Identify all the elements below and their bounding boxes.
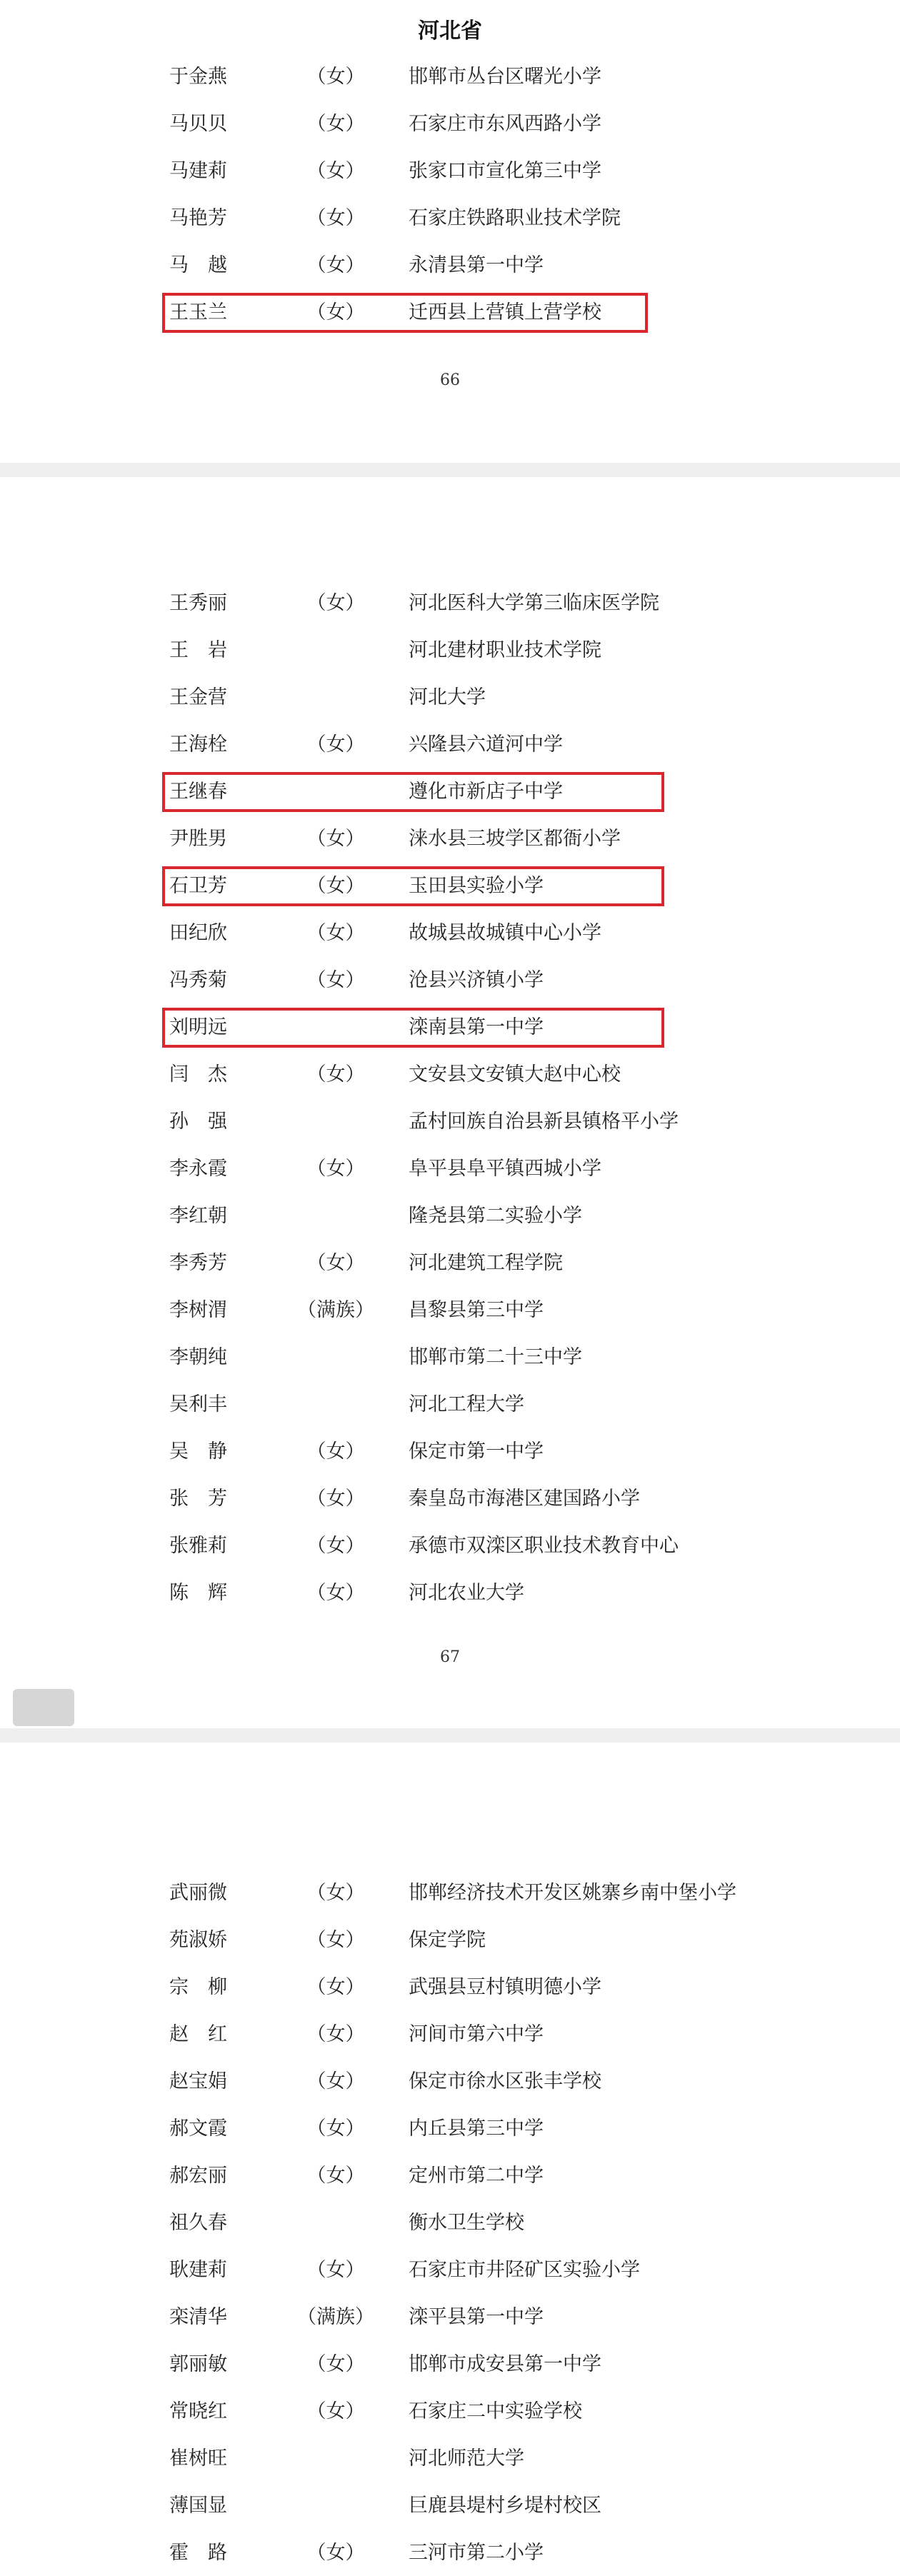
- list-item: [0, 2483, 900, 2529]
- list-item: [0, 1099, 900, 1145]
- ethnicity-note: （女）: [306, 1440, 365, 1463]
- organization: 邯郸经济技术开发区姚寨乡南中堡小学: [409, 1882, 736, 1904]
- page-number: 67: [440, 1648, 460, 1666]
- ethnicity-note: （女）: [306, 2353, 365, 2375]
- list-item: [0, 2530, 900, 2576]
- list-item: [0, 1052, 900, 1098]
- list-item: [0, 769, 900, 815]
- organization: 河北农业大学: [409, 1582, 524, 1604]
- ethnicity-note: （女）: [306, 1063, 365, 1086]
- organization: 河间市第六中学: [409, 2023, 544, 2045]
- ethnicity-note: （女）: [306, 733, 365, 756]
- list-item: [0, 1193, 900, 1239]
- ethnicity-note: （满族）: [297, 2306, 374, 2328]
- person-name: 尹胜男: [169, 828, 227, 850]
- list-item: [0, 1965, 900, 2010]
- ethnicity-note: （女）: [306, 2118, 365, 2140]
- document-page-3: [0, 1743, 900, 2565]
- ethnicity-note: （女）: [306, 1535, 365, 1557]
- ethnicity-note: （女）: [306, 875, 365, 897]
- list-item: [0, 2012, 900, 2058]
- ethnicity-note: （女）: [306, 1929, 365, 1951]
- organization: 保定市徐水区张丰学校: [409, 2070, 601, 2093]
- organization: 承德市双滦区职业技术教育中心: [409, 1535, 679, 1557]
- organization: 隆尧县第二实验小学: [409, 1205, 582, 1227]
- person-name: 刘明远: [169, 1016, 227, 1038]
- ethnicity-note: （女）: [306, 1582, 365, 1604]
- person-name: 王秀丽: [169, 592, 227, 614]
- list-item: [0, 1335, 900, 1380]
- organization: 迁西县上营镇上营学校: [409, 301, 601, 324]
- organization: 邯郸市丛台区曙光小学: [409, 66, 601, 88]
- person-name: 张雅莉: [169, 1535, 227, 1557]
- list-item: [0, 149, 900, 194]
- organization: 滦南县第一中学: [409, 1016, 544, 1038]
- list-item: [0, 2295, 900, 2340]
- ethnicity-note: （女）: [306, 922, 365, 944]
- list-item: [0, 863, 900, 909]
- person-name: 冯秀菊: [169, 969, 227, 991]
- list-item: [0, 1382, 900, 1428]
- list-item: [0, 1476, 900, 1522]
- ethnicity-note: （女）: [306, 160, 365, 182]
- organization: 玉田县实验小学: [409, 875, 544, 897]
- organization: 秦皇岛市海港区建国路小学: [409, 1488, 640, 1510]
- list-item: [0, 2059, 900, 2105]
- person-name: 石卫芳: [169, 875, 227, 897]
- list-item: [0, 54, 900, 100]
- organization: 河北建材职业技术学院: [409, 639, 601, 661]
- list-item: [0, 243, 900, 289]
- list-item: [0, 1241, 900, 1286]
- person-name: 霍 路: [169, 2542, 227, 2564]
- organization: 兴隆县六道河中学: [409, 733, 563, 756]
- organization: 定州市第二中学: [409, 2165, 544, 2187]
- person-name: 李红朝: [169, 1205, 227, 1227]
- person-name: 常晓红: [169, 2400, 227, 2422]
- person-name: 王玉兰: [169, 301, 227, 324]
- organization: 巨鹿县堤村乡堤村校区: [409, 2495, 601, 2517]
- organization: 阜平县阜平镇西城小学: [409, 1158, 601, 1180]
- list-item: [0, 1918, 900, 1963]
- organization: 石家庄二中实验学校: [409, 2400, 582, 2422]
- ethnicity-note: （女）: [306, 66, 365, 88]
- person-name: 马贝贝: [169, 113, 227, 135]
- person-name: 祖久春: [169, 2212, 227, 2234]
- organization: 故城县故城镇中心小学: [409, 922, 601, 944]
- document-page-2: [0, 477, 900, 1728]
- person-name: 李永霞: [169, 1158, 227, 1180]
- list-item: [0, 290, 900, 336]
- list-item: [0, 196, 900, 241]
- person-name: 王继春: [169, 781, 227, 803]
- person-name: 吴 静: [169, 1440, 227, 1463]
- organization: 滦平县第一中学: [409, 2306, 544, 2328]
- organization: 张家口市宣化第三中学: [409, 160, 601, 182]
- document-page-1: [0, 0, 900, 463]
- list-item: [0, 628, 900, 673]
- ethnicity-note: （女）: [306, 2070, 365, 2093]
- ethnicity-note: （女）: [306, 301, 365, 324]
- ethnicity-note: （女）: [306, 2542, 365, 2564]
- organization: 石家庄市井陉矿区实验小学: [409, 2259, 640, 2281]
- list-item: [0, 2200, 900, 2246]
- organization: 保定市第一中学: [409, 1440, 544, 1463]
- person-name: 武丽微: [169, 1882, 227, 1904]
- ethnicity-note: （女）: [306, 2165, 365, 2187]
- person-name: 田纪欣: [169, 922, 227, 944]
- person-name: 张 芳: [169, 1488, 227, 1510]
- list-item: [0, 1429, 900, 1475]
- organization: 永清县第一中学: [409, 254, 544, 276]
- ethnicity-note: （女）: [306, 1158, 365, 1180]
- list-item: [0, 1288, 900, 1333]
- organization: 昌黎县第三中学: [409, 1299, 544, 1321]
- person-name: 马 越: [169, 254, 227, 276]
- organization: 保定学院: [409, 1929, 486, 1951]
- person-name: 李秀芳: [169, 1252, 227, 1274]
- list-item: [0, 2247, 900, 2293]
- organization: 文安县文安镇大赵中心校: [409, 1063, 621, 1086]
- list-item: [0, 722, 900, 768]
- ethnicity-note: （女）: [306, 828, 365, 850]
- ethnicity-note: （女）: [306, 1252, 365, 1274]
- person-name: 李朝纯: [169, 1346, 227, 1368]
- list-item: [0, 675, 900, 721]
- person-name: 陈 辉: [169, 1582, 227, 1604]
- person-name: 于金燕: [169, 66, 227, 88]
- list-item: [0, 816, 900, 862]
- person-name: 耿建莉: [169, 2259, 227, 2281]
- person-name: 吴利丰: [169, 1393, 227, 1415]
- ethnicity-note: （女）: [306, 1488, 365, 1510]
- person-name: 王海栓: [169, 733, 227, 756]
- person-name: 薄国显: [169, 2495, 227, 2517]
- ethnicity-note: （女）: [306, 207, 365, 229]
- organization: 石家庄市东风西路小学: [409, 113, 601, 135]
- organization: 衡水卫生学校: [409, 2212, 524, 2234]
- ethnicity-note: （女）: [306, 969, 365, 991]
- person-name: 王 岩: [169, 639, 227, 661]
- person-name: 郭丽敏: [169, 2353, 227, 2375]
- organization: 河北建筑工程学院: [409, 1252, 563, 1274]
- organization: 河北医科大学第三临床医学院: [409, 592, 659, 614]
- person-name: 栾清华: [169, 2306, 227, 2328]
- organization: 河北大学: [409, 686, 486, 708]
- organization: 三河市第二小学: [409, 2542, 544, 2564]
- person-name: 郝文霞: [169, 2118, 227, 2140]
- organization: 河北师范大学: [409, 2447, 524, 2470]
- page-divider: [0, 1728, 900, 1743]
- organization: 邯郸市成安县第一中学: [409, 2353, 601, 2375]
- ethnicity-note: （女）: [306, 2400, 365, 2422]
- list-item: [0, 2153, 900, 2199]
- list-item: [0, 1523, 900, 1569]
- ethnicity-note: （女）: [306, 254, 365, 276]
- list-item: [0, 1005, 900, 1051]
- organization: 河北工程大学: [409, 1393, 524, 1415]
- ethnicity-note: （女）: [306, 113, 365, 135]
- person-name: 赵 红: [169, 2023, 227, 2045]
- ethnicity-note: （女）: [306, 1882, 365, 1904]
- organization: 内丘县第三中学: [409, 2118, 544, 2140]
- page-number: 66: [440, 371, 460, 389]
- ethnicity-note: （女）: [306, 2259, 365, 2281]
- list-item: [0, 958, 900, 1003]
- person-name: 宗 柳: [169, 1976, 227, 1998]
- ethnicity-note: （满族）: [297, 1299, 374, 1321]
- organization: 石家庄铁路职业技术学院: [409, 207, 621, 229]
- organization: 武强县豆村镇明德小学: [409, 1976, 601, 1998]
- province-title: 河北省: [418, 19, 482, 44]
- page-divider: [0, 463, 900, 477]
- person-name: 闫 杰: [169, 1063, 227, 1086]
- person-name: 孙 强: [169, 1111, 227, 1133]
- person-name: 马艳芳: [169, 207, 227, 229]
- person-name: 赵宝娟: [169, 2070, 227, 2093]
- person-name: 马建莉: [169, 160, 227, 182]
- person-name: 李树渭: [169, 1299, 227, 1321]
- list-item: [0, 1570, 900, 1616]
- organization: 沧县兴济镇小学: [409, 969, 544, 991]
- organization: 涞水县三坡学区都衙小学: [409, 828, 621, 850]
- ethnicity-note: （女）: [306, 1976, 365, 1998]
- person-name: 王金营: [169, 686, 227, 708]
- list-item: [0, 2106, 900, 2152]
- ethnicity-note: （女）: [306, 2023, 365, 2045]
- list-item: [0, 101, 900, 147]
- person-name: 苑淑娇: [169, 1929, 227, 1951]
- list-item: [0, 2389, 900, 2435]
- person-name: 郝宏丽: [169, 2165, 227, 2187]
- organization: 孟村回族自治县新县镇格平小学: [409, 1111, 679, 1133]
- ethnicity-note: （女）: [306, 592, 365, 614]
- floating-share-button[interactable]: [13, 1689, 74, 1726]
- list-item: [0, 2436, 900, 2482]
- person-name: 崔树旺: [169, 2447, 227, 2470]
- list-item: [0, 581, 900, 626]
- list-item: [0, 911, 900, 956]
- list-item: [0, 1870, 900, 1916]
- organization: 遵化市新店子中学: [409, 781, 563, 803]
- list-item: [0, 1146, 900, 1192]
- organization: 邯郸市第二十三中学: [409, 1346, 582, 1368]
- list-item: [0, 2342, 900, 2387]
